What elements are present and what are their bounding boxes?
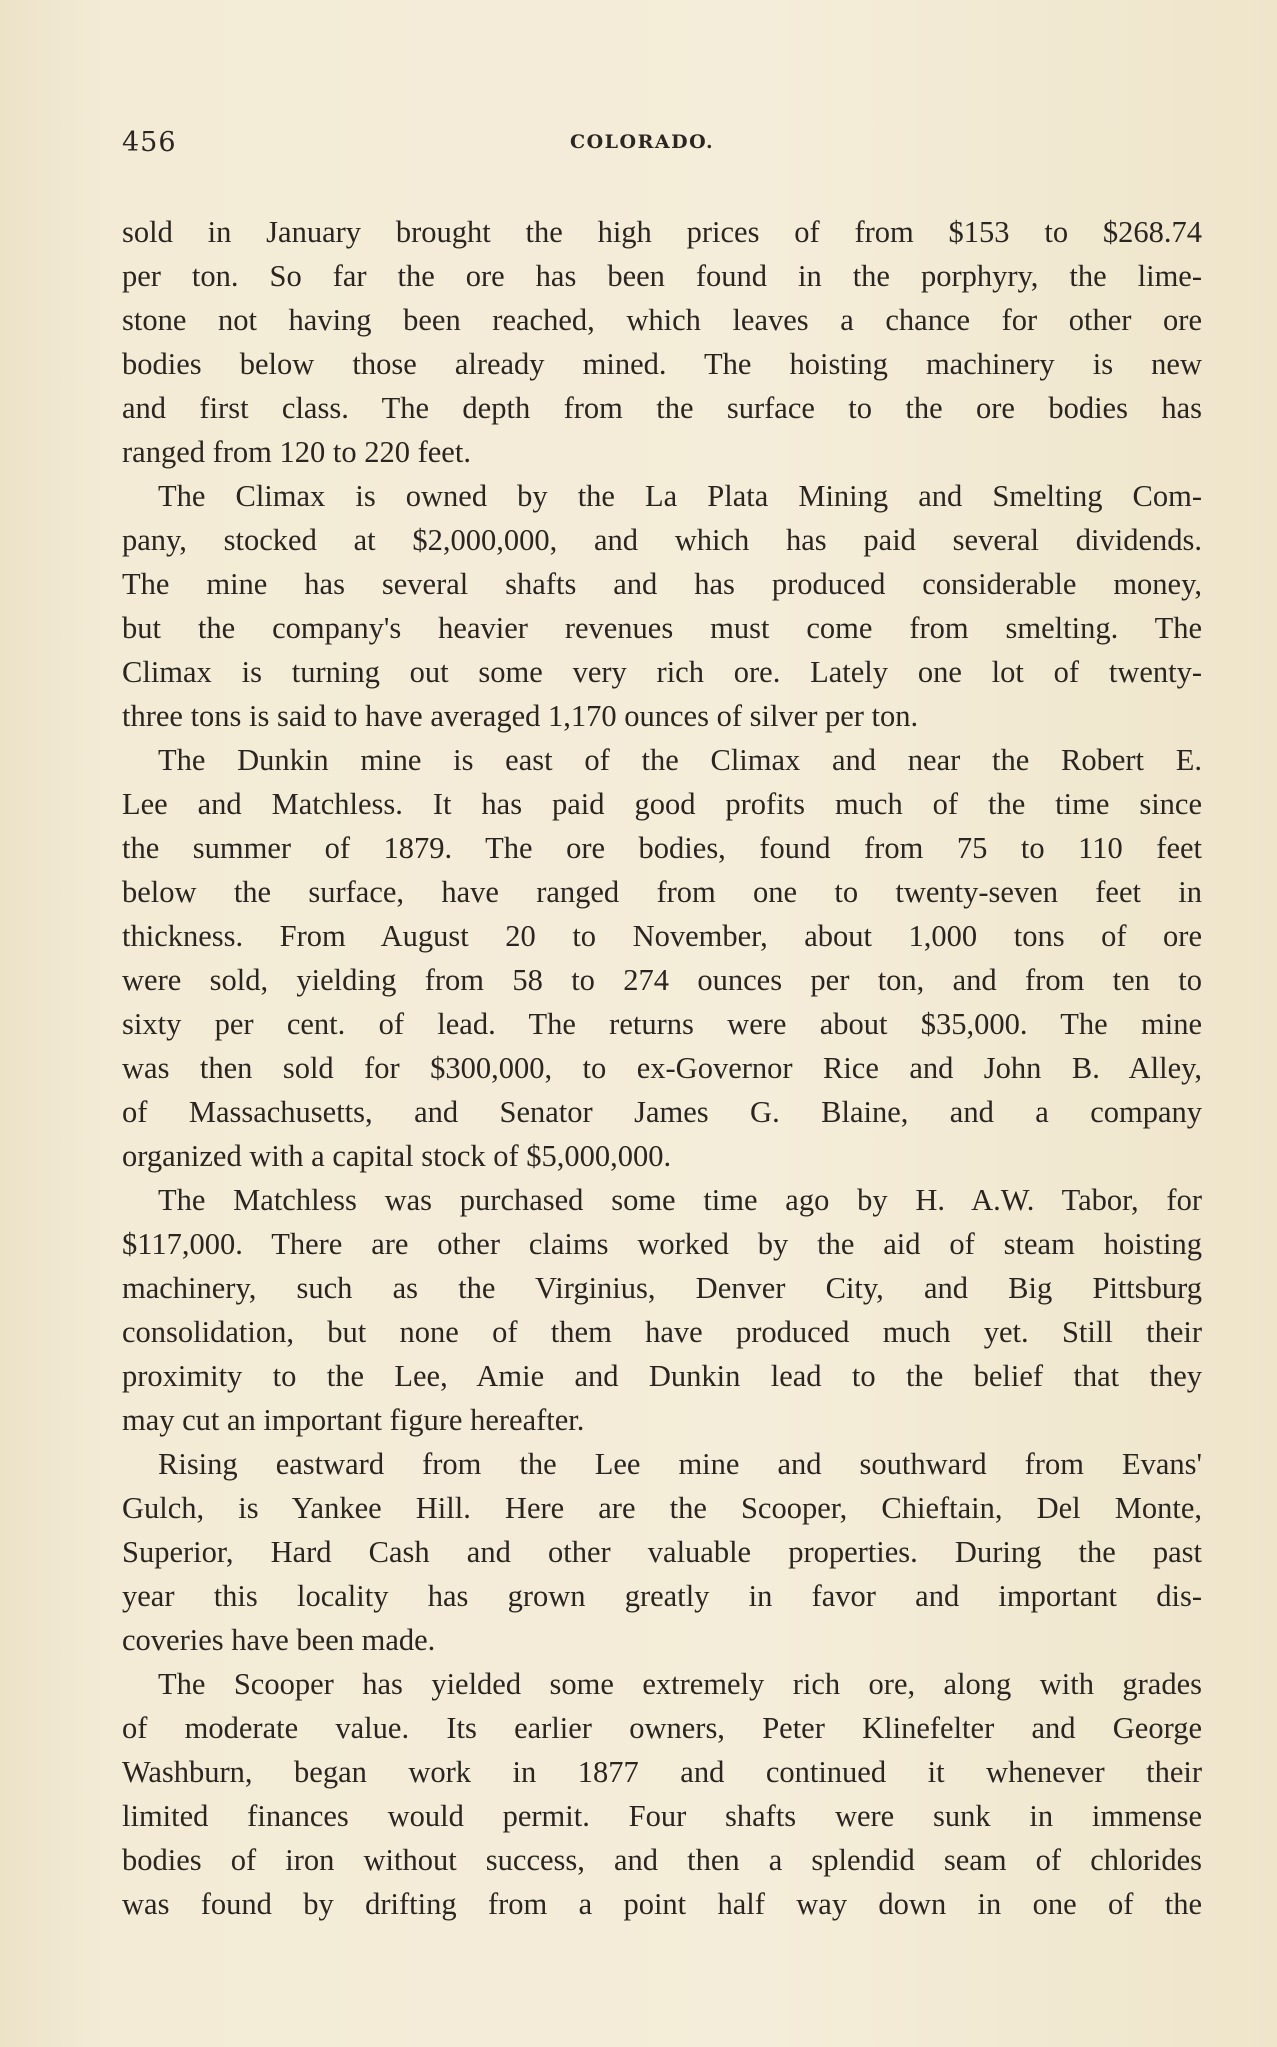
text-line: The Scooper has yielded some extremely rich ore, along with grades bbox=[158, 1667, 1202, 1701]
text-line: $117,000. There are other claims worked by the aid of steam hoisting bbox=[122, 1227, 1202, 1261]
text-line: coveries have been made. bbox=[122, 1623, 436, 1657]
text-line: bodies of iron without success, and then a splendid seam of chlorides bbox=[122, 1843, 1202, 1877]
text-line: stone not having been reached, which leaves a chance for other ore bbox=[122, 303, 1202, 337]
text-line: were sold, yielding from 58 to 274 ounces per ton, and from ten to bbox=[122, 963, 1202, 997]
text-line: The mine has several shafts and has produced considerable money, bbox=[122, 567, 1202, 601]
text-line: the summer of 1879. The ore bodies, found from 75 to 110 feet bbox=[122, 831, 1202, 865]
text-line: of Massachusetts, and Senator James G. Blaine, and a company bbox=[122, 1095, 1202, 1129]
text-line: bodies below those already mined. The hoisting machinery is new bbox=[122, 347, 1202, 381]
text-line: sold in January brought the high prices of from $153 to $268.74 bbox=[122, 215, 1202, 249]
text-line: sixty per cent. of lead. The returns were about $35,000. The mine bbox=[122, 1007, 1202, 1041]
text-line: limited finances would permit. Four shafts were sunk in immense bbox=[122, 1799, 1202, 1833]
text-line: Lee and Matchless. It has paid good profits much of the time since bbox=[122, 787, 1202, 821]
text-line: Climax is turning out some very rich ore. Lately one lot of twenty- bbox=[122, 655, 1202, 689]
text-line: thickness. From August 20 to November, about 1,000 tons of ore bbox=[122, 919, 1202, 953]
text-line: three tons is said to have averaged 1,170 ounces of silver per ton. bbox=[122, 699, 919, 733]
text-line: Rising eastward from the Lee mine and southward from Evans' bbox=[158, 1447, 1202, 1481]
text-line: The Matchless was purchased some time ago by H. A.W. Tabor, for bbox=[158, 1183, 1202, 1217]
text-line: organized with a capital stock of $5,000,000. bbox=[122, 1139, 672, 1173]
text-line: was then sold for $300,000, to ex-Governor Rice and John B. Alley, bbox=[122, 1051, 1202, 1085]
text-line: and first class. The depth from the surface to the ore bodies has bbox=[122, 391, 1202, 425]
text-line: The Climax is owned by the La Plata Mining and Smelting Com- bbox=[158, 479, 1202, 513]
text-line: year this locality has grown greatly in favor and important dis- bbox=[122, 1579, 1202, 1613]
text-line: machinery, such as the Virginius, Denver City, and Big Pittsburg bbox=[122, 1271, 1202, 1305]
text-line: was found by drifting from a point half way down in one of the bbox=[122, 1887, 1202, 1921]
text-line: Gulch, is Yankee Hill. Here are the Scooper, Chieftain, Del Monte, bbox=[122, 1491, 1202, 1525]
text-line: proximity to the Lee, Amie and Dunkin lead to the belief that they bbox=[122, 1359, 1202, 1393]
page-header bbox=[122, 127, 1202, 167]
text-line: but the company's heavier revenues must come from smelting. The bbox=[122, 611, 1202, 645]
running-head: COLORADO. bbox=[570, 131, 715, 153]
text-line: pany, stocked at $2,000,000, and which has paid several dividends. bbox=[122, 523, 1202, 557]
text-line: ranged from 120 to 220 feet. bbox=[122, 435, 471, 469]
text-line: may cut an important figure hereafter. bbox=[122, 1403, 585, 1437]
text-line: of moderate value. Its earlier owners, Peter Klinefelter and George bbox=[122, 1711, 1202, 1745]
text-line: per ton. So far the ore has been found in the porphyry, the lime- bbox=[122, 259, 1202, 293]
text-line: The Dunkin mine is east of the Climax and near the Robert E. bbox=[158, 743, 1202, 777]
text-line: Superior, Hard Cash and other valuable properties. During the past bbox=[122, 1535, 1202, 1569]
text-line: below the surface, have ranged from one to twenty-seven feet in bbox=[122, 875, 1202, 909]
body-text bbox=[122, 210, 1202, 1926]
text-line: consolidation, but none of them have produced much yet. Still their bbox=[122, 1315, 1202, 1349]
page-number: 456 bbox=[122, 127, 177, 158]
text-line: Washburn, began work in 1877 and continued it whenever their bbox=[122, 1755, 1202, 1789]
